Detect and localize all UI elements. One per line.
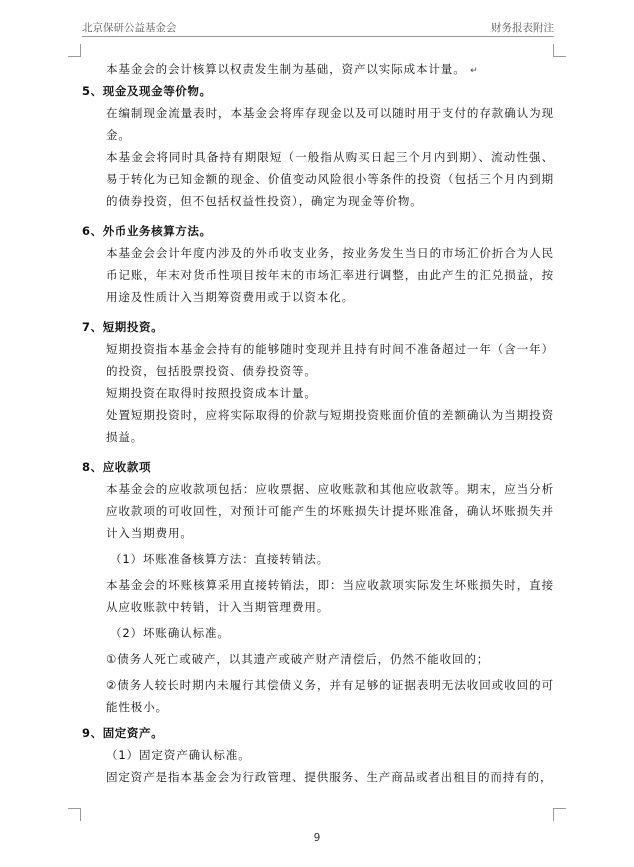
crop-mark-bottom-right [553, 808, 566, 821]
header-section-title: 财务报表附注 [491, 22, 554, 34]
paragraph-fixed-assets-definition: 固定资产是指本基金会为行政管理、提供服务、生产商品或者出租目的而持有的， [106, 770, 553, 784]
paragraph-short-term-investment-measurement: 短期投资在取得时按照投资成本计量。 [106, 386, 317, 400]
list-item-criteria-2: ②债务人较长时期内未履行其偿债义务，并有足够的证据表明无法收回或收回的可能性极小。 [106, 678, 554, 714]
heading-foreign-currency: 6、外币业务核算方法。 [82, 224, 212, 238]
paragraph-receivables: 本基金会的应收款项包括：应收票据、应收账款和其他应收款等。期末，应当分析应收款项的可收回性，对预计可能产生的坏账损失计提坏账准备，确认坏账损失并计入当期费用。 [106, 482, 554, 540]
header-organization: 北京保研公益基金会 [82, 22, 177, 34]
paragraph-fixed-assets-criteria: （1）固定资产确认标准。 [106, 748, 251, 762]
paragraph-short-term-investment-disposal: 处置短期投资时，应将实际取得的价款与短期投资账面价值的差额确认为当期投资损益。 [106, 408, 554, 444]
crop-mark-top-right [553, 44, 566, 57]
page-number: 9 [313, 832, 321, 844]
crop-mark-top-left [68, 44, 81, 57]
document-body [82, 58, 554, 788]
paragraph-short-term-investment-definition: 短期投资指本基金会持有的能够随时变现并且持有时间不准备超过一年（含一年）的投资，包括股票投资、债券投资等。 [106, 342, 554, 378]
paragraph-direct-write-off: 本基金会的坏账核算采用直接转销法，即：当应收款项实际发生坏账损失时，直接从应收账款中转销，计入当期管理费用。 [106, 578, 554, 614]
heading-cash-equivalents: 5、现金及现金等价物。 [82, 84, 212, 98]
heading-fixed-assets: 9、固定资产。 [82, 726, 164, 740]
heading-receivables: 8、应收款项 [82, 460, 152, 474]
heading-short-term-investment: 7、短期投资。 [82, 320, 164, 334]
paragraph-bad-debt-method: （1）坏账准备核算方法：直接转销法。 [110, 552, 330, 566]
crop-mark-bottom-left [68, 808, 81, 821]
list-item-criteria-1: ①债务人死亡或破产，以其遗产或破产财产清偿后，仍然不能收回的； [106, 652, 490, 666]
paragraph-foreign-currency: 本基金会会计年度内涉及的外币收支业务，按业务发生当日的市场汇价折合为人民币记账，年末对货币性项目按年末的市场汇率进行调整，由此产生的汇兑损益，按用途及性质计入当期筹资费用或于以资本化。 [106, 246, 554, 304]
page-header [82, 16, 554, 37]
paragraph-bad-debt-criteria: （2）坏账确认标准。 [110, 626, 230, 640]
paragraph-accounting-basis: 本基金会的会计核算以权责发生制为基础，资产以实际成本计量。 ↵ [106, 62, 479, 76]
paragraph-cash-equivalents: 本基金会将同时具备持有期限短（一般指从购买日起三个月内到期）、流动性强、易于转化为已知金额的现金、价值变动风险很小等条件的投资（包括三个月内到期的债券投资，但不包括权益性投资），确定为现金等价物。 [106, 150, 554, 208]
paragraph-cash-flow: 在编制现金流量表时，本基金会将库存现金以及可以随时用于支付的存款确认为现金。 [106, 106, 554, 142]
